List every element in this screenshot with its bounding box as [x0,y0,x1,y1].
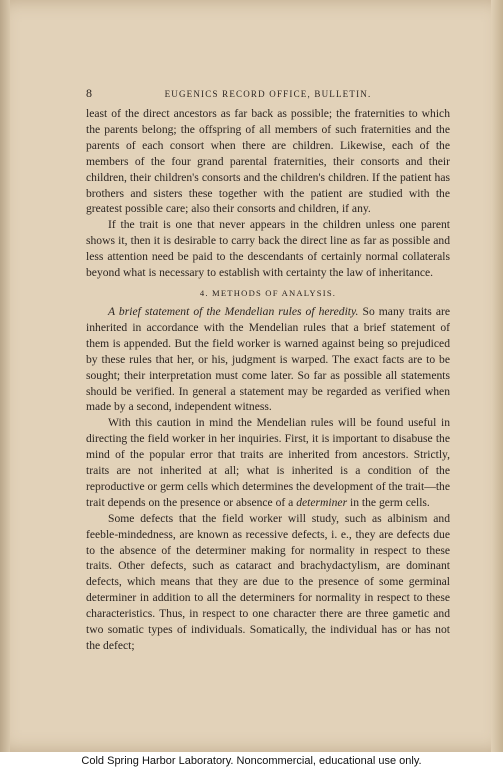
section-heading: 4. METHODS OF ANALYSIS. [199,287,337,298]
footer-credit: Cold Spring Harbor Laboratory. Noncommercial, educational use only. [81,755,422,767]
paragraph-1: least of the direct ancestors as far back as possible; the fraternities to which the parents belong; the offspring of all members of such fraternities and the parents of each consort when there are children. Likewise, each of the members of the four grand parental fraternities, their consorts and their children, their children's consorts and the children's children. If the patient has brothers and sisters these together with the patient are studied with the greatest possible care; also their consorts and children, if any. [86,107,450,216]
paragraph-3-italic-lead: A brief statement of the Mendelian rules of heredity. [108,304,359,318]
page-number: 8 [86,86,92,100]
paragraph-2: If the trait is one that never appears in the children unless one parent shows it, then it is desirable to carry back the direct line as far as possible and less attention need be paid to the descendants of certainly normal collaterals beyond what is necessary to establish with certainty the law of inheritance. [86,218,450,280]
running-title: EUGENICS RECORD OFFICE, BULLETIN. [164,89,372,99]
paragraph-3-text: So many traits are inherited in accordance with the Mendelian rules that a brief statement of them is appended. But the field worker is warned against being so prejudiced by these rules that her, or his, judgment is warped. The exact facts are to be sought; their interpretation must come later. So far as possible all statements should be verified. In general a statement may be regarded as verified when made by a second, independent witness. [86,304,450,414]
page-edge-right [491,0,503,752]
page-edge-left [0,0,10,752]
paragraph-5: Some defects that the field worker will study, such as albinism and feeble-mindedness, are known as recessive defects, i. e., they are defects due to the absence of the determiner making for normality in respect to these traits. Other defects, such as cataract and brachydactylism, are dominant defects, which means that they are due to the presence of some germinal determiner in addition to all the determiners for normality in respect to these characteristics. Thus, in respect to one character there are three gametic and two somatic types of individuals. Somatically, the individual has or has not the defect; [86,511,450,652]
page-header [86,86,450,106]
page-content [86,86,450,654]
paragraph-4-text-a: With this caution in mind the Mendelian rules will be found useful in directing the field worker in her inquiries. First, it is important to disabuse the mind of the popular error that traits are inherited from ancestors. Strictly, traits are not inherited at all; what is inherited is a condition of the reproductive or germ cells which determines the development of the trait—the trait depends on the presence or absence of a [86,416,450,509]
body-text [86,106,450,654]
paragraph-4-text-b: in the germ cells. [347,495,430,509]
paragraph-4 [86,415,450,510]
paragraph-4-italic-term: determiner [296,495,348,509]
paragraph-3 [86,304,450,415]
